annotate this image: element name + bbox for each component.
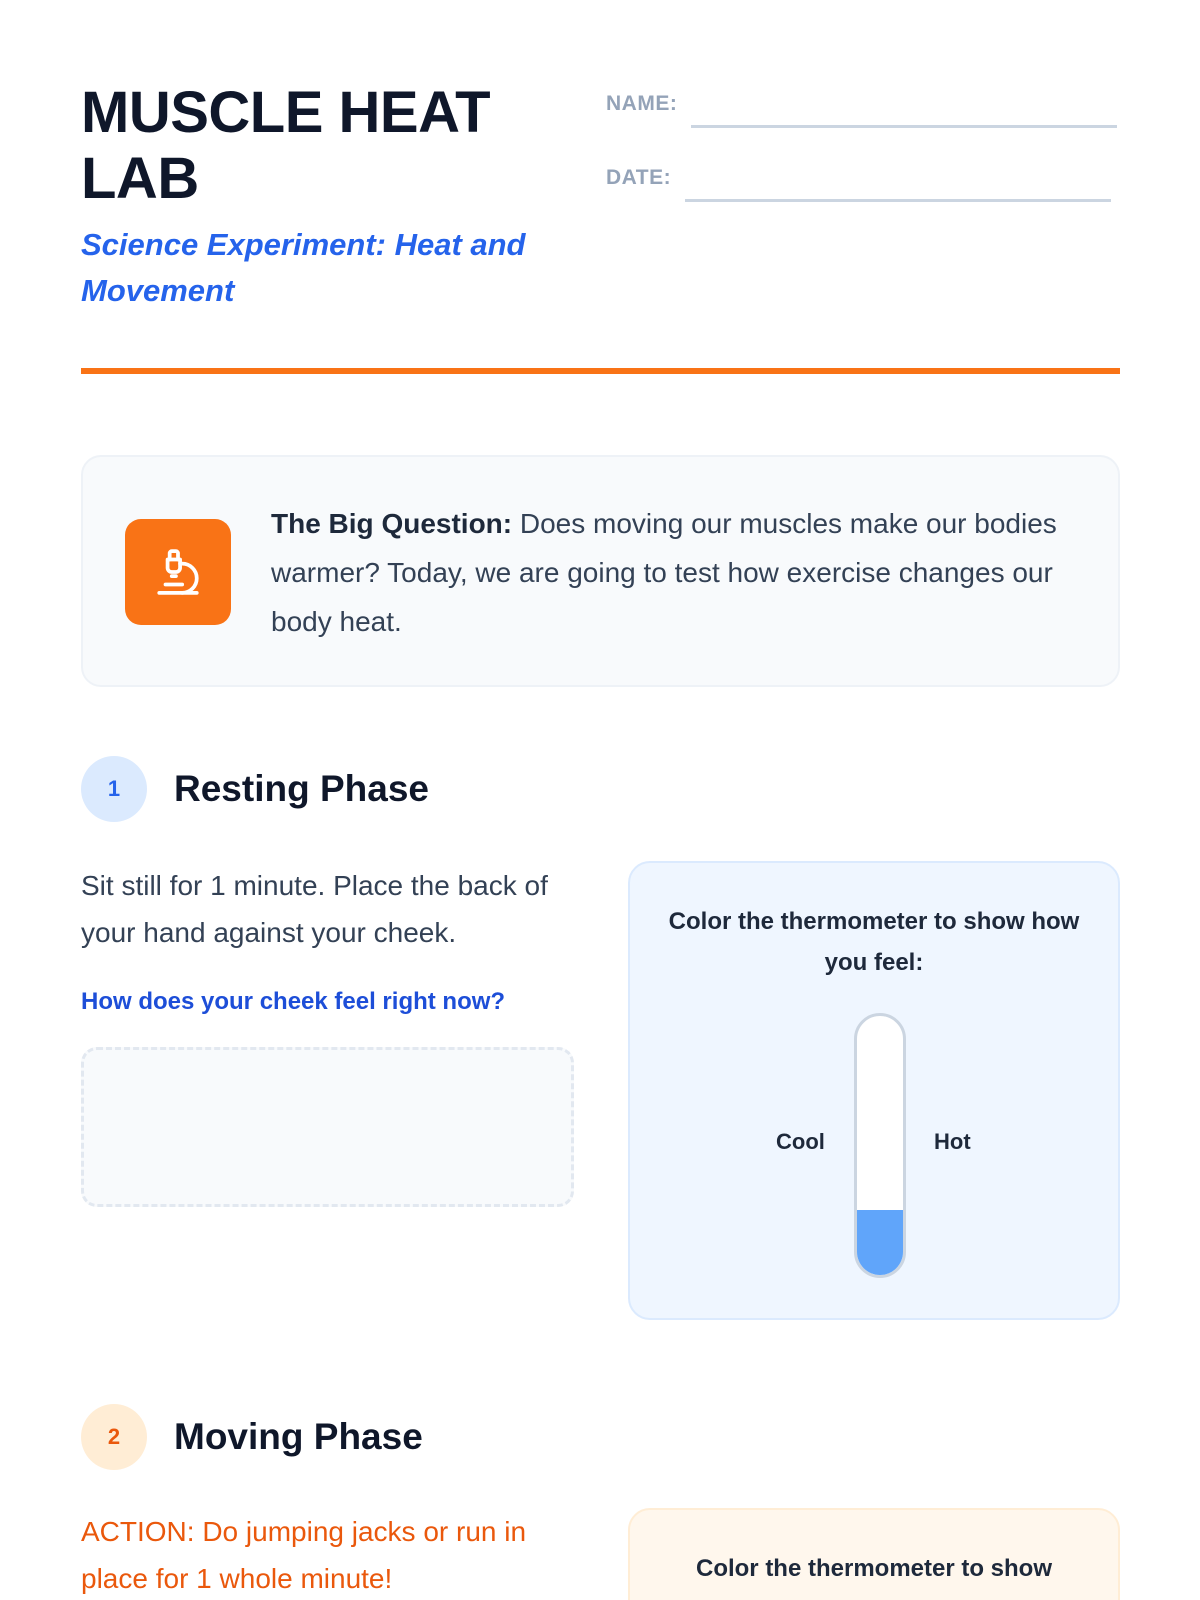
date-line[interactable]: [685, 178, 1111, 202]
answer-box[interactable]: [81, 1047, 574, 1207]
step-number-badge: 1: [81, 756, 147, 822]
section-prompt: How does your cheek feel right now?: [81, 988, 506, 1015]
section-resting-header: [81, 756, 429, 822]
name-line[interactable]: [691, 104, 1117, 128]
date-label: DATE:: [606, 166, 672, 189]
section-instruction: Sit still for 1 minute. Place the back of your hand against your cheek.: [81, 870, 548, 948]
section-moving-header: [81, 1404, 423, 1470]
big-question-text: [271, 499, 1081, 646]
name-field[interactable]: [606, 92, 1117, 116]
page-subtitle: Science Experiment: Heat and Movement: [81, 227, 526, 308]
thermometer-fill: [857, 1210, 903, 1275]
big-question-lead: The Big Question:: [271, 508, 513, 539]
header-divider: [81, 368, 1120, 374]
thermometer-instruction: Color the thermometer to show how you feel:: [668, 908, 1080, 976]
big-question-card: [81, 455, 1120, 687]
date-field[interactable]: [606, 166, 1111, 190]
thermometer-card-resting: [628, 861, 1120, 1320]
section-action-instruction: ACTION: Do jumping jacks or run in place for 1 whole minute!: [81, 1516, 527, 1594]
thermometer-instruction: Color the thermometer to show: [695, 1555, 1053, 1582]
worksheet-header: [81, 80, 1120, 372]
name-label: NAME:: [606, 92, 678, 115]
thermometer[interactable]: [854, 1013, 906, 1278]
step-number-badge: 2: [81, 1404, 147, 1470]
section-title: Moving Phase: [174, 1416, 423, 1457]
cool-label: Cool: [776, 1129, 825, 1154]
thermometer-card-moving: [628, 1508, 1120, 1600]
hot-label: Hot: [934, 1129, 971, 1154]
microscope-icon: [125, 519, 231, 625]
page-title: MUSCLE HEAT LAB: [81, 80, 491, 211]
big-question-body: Does moving our muscles make our bodies warmer? Today, we are going to test how exercise changes our body heat.: [271, 508, 1057, 637]
section-title: Resting Phase: [174, 768, 429, 809]
